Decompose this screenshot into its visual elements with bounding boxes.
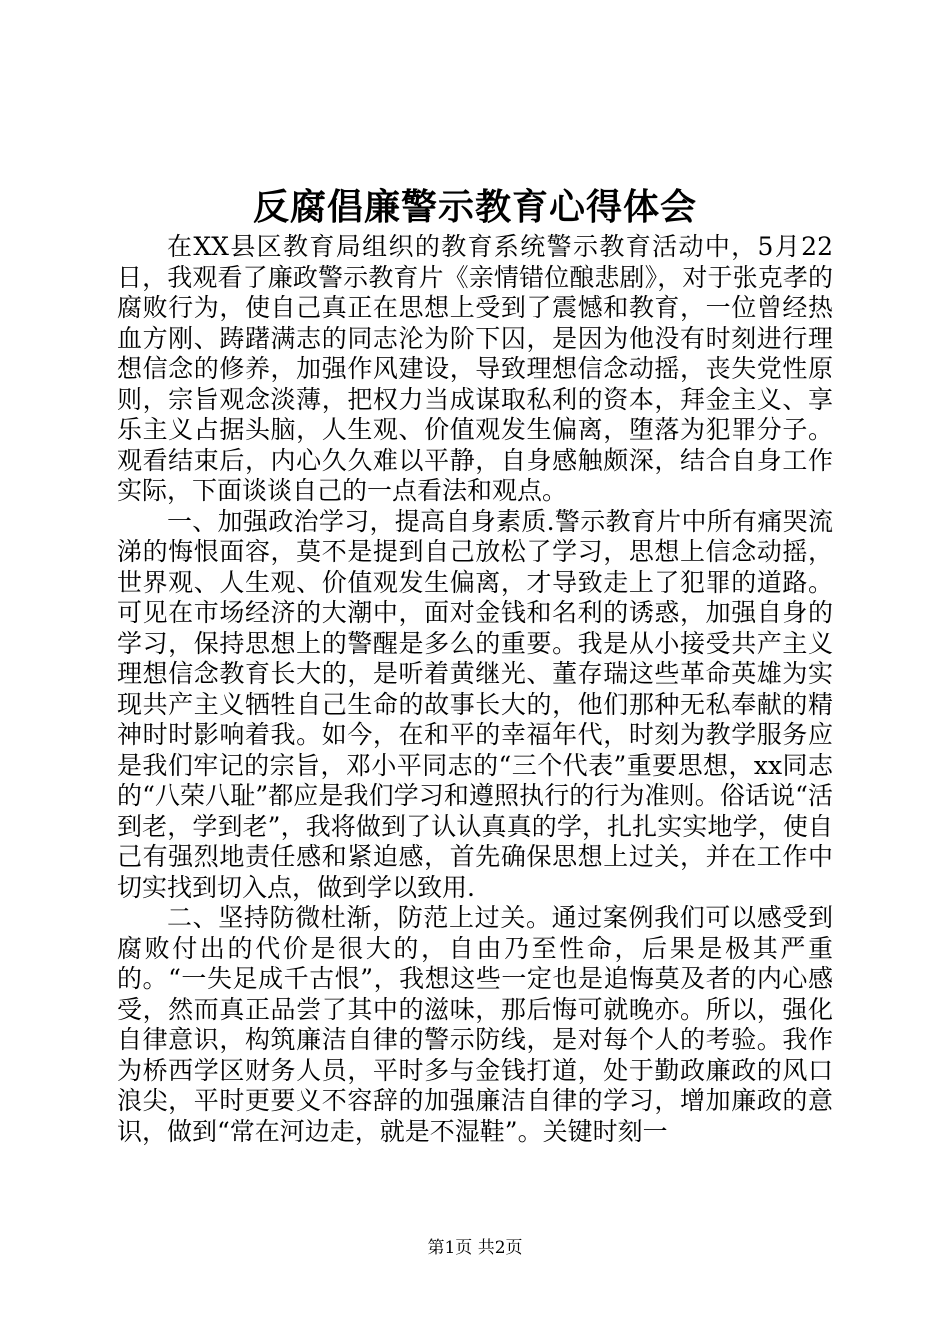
paragraph-section-two: 二、坚持防微杜渐，防范上过关。通过案例我们可以感受到腐败付出的代价是很大的，自由乃至性命，后果是极其严重的。“一失足成千古恨”，我想这些一定也是追悔莫及者的内心感受，然而真正品尝了其中的滋味，那后悔可就晚亦。所以，强化自律意识，构筑廉洁自律的警示防线，是对每个人的考验。我作为桥西学区财务人员，平时多与金钱打道，处于勤政廉政的风口浪尖，平时更要义不容辞的加强廉洁自律的学习，增加廉政的意识，做到“常在河边走，就是不湿鞋”。关键时刻一 xyxy=(117,903,833,1146)
paragraph-intro: 在XX县区教育局组织的教育系统警示教育活动中，5月22日，我观看了廉政警示教育片《亲情错位酿悲剧》，对于张克孝的腐败行为，使自己真正在思想上受到了震憾和教育，一位曾经热血方刚、踌躇满志的同志沦为阶下囚，是因为他没有时刻进行理想信念的修养，加强作风建设，导致理想信念动摇，丧失党性原则，宗旨观念淡薄，把权力当成谋取私利的资本，拜金主义、享乐主义占据头脑，人生观、价值观发生偏离，堕落为犯罪分子。观看结束后，内心久久难以平静，自身感触颇深，结合自身工作实际，下面谈谈自己的一点看法和观点。 xyxy=(117,232,833,505)
paragraph-section-one: 一、加强政治学习，提高自身素质.警示教育片中所有痛哭流涕的悔恨面容，莫不是提到自己放松了学习，思想上信念动摇，世界观、人生观、价值观发生偏离，才导致走上了犯罪的道路。可见在市场经济的大潮中，面对金钱和名利的诱惑，加强自身的学习，保持思想上的警醒是多么的重要。我是从小接受共产主义理想信念教育长大的，是听着黄继光、董存瑞这些革命英雄为实现共产主义牺牲自己生命的故事长大的，他们那种无私奉献的精神时时影响着我。如今，在和平的幸福年代，时刻为教学服务应是我们牢记的宗旨，邓小平同志的“三个代表”重要思想，xx同志的“八荣八耻”都应是我们学习和遵照执行的行为准则。俗话说“活到老，学到老”，我将做到了认认真真的学，扎扎实实地学，使自己有强烈地责任感和紧迫感，首先确保思想上过关，并在工作中切实找到切入点，做到学以致用. xyxy=(117,506,833,902)
page-number-footer: 第1页 共2页 xyxy=(427,1238,523,1258)
document-body xyxy=(117,232,833,1147)
document-title: 反腐倡廉警示教育心得体会 xyxy=(252,186,697,228)
